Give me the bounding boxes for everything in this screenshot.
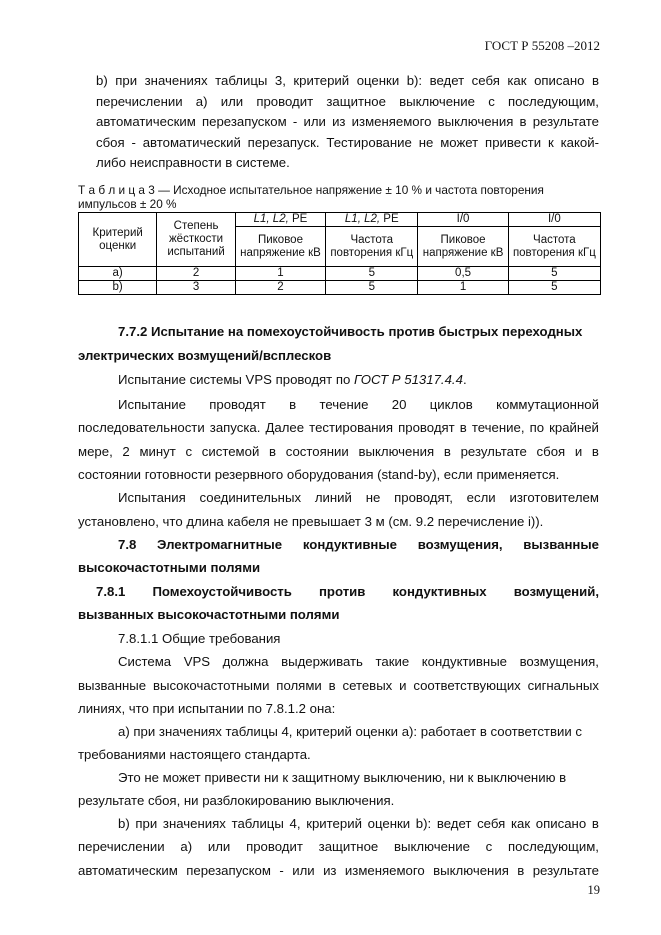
word: защитное <box>326 93 386 109</box>
table-cell: а) <box>79 267 157 281</box>
word: запуска. <box>209 420 261 436</box>
word: 7.8.1 <box>96 584 126 599</box>
word: против <box>318 584 366 599</box>
table-cell: 5 <box>326 281 418 295</box>
word: последующим, <box>507 93 599 109</box>
word: изготовителем <box>509 490 599 505</box>
word: критерий <box>306 816 362 831</box>
word: описано <box>535 816 587 831</box>
table-caption-line: Т а б л и ц а 3 — Исходное испытательное напряжение ± 10 % и частота повторения <box>78 183 544 197</box>
word: а) <box>180 839 193 855</box>
table-cell: 1 <box>235 267 325 281</box>
paragraph-line: Это не может привести ни к защитному выключению, ни к выключению в <box>118 770 567 785</box>
table-row <box>79 281 601 295</box>
header-degree: Степень жёсткости испытаний <box>157 213 236 267</box>
word: Система <box>118 654 172 669</box>
word: перезапуск. <box>247 134 320 150</box>
header-group-2: L1, L2, PE <box>326 213 418 227</box>
word: с <box>485 839 493 855</box>
word: Испытание <box>118 397 186 412</box>
word: изменяемого <box>344 862 425 878</box>
paragraph-line: линиях, что при испытании по 7.8.1.2 она: <box>78 701 336 716</box>
text-span: . <box>462 372 467 387</box>
word: мере, <box>78 443 113 459</box>
document-number: ГОСТ Р 55208 –2012 <box>484 38 600 53</box>
word: b) <box>118 816 130 831</box>
section-heading: вызванных высокочастотными полями <box>78 607 340 622</box>
table-3 <box>78 212 601 295</box>
word: полями <box>276 677 322 693</box>
word: проводят, <box>394 490 453 505</box>
word: при <box>115 73 138 88</box>
word: описано <box>534 73 585 88</box>
word: тестирования <box>309 420 394 436</box>
word: соединительных <box>199 490 302 505</box>
word: последующим, <box>508 839 599 855</box>
word: перечислении <box>78 839 165 855</box>
paragraph-line <box>78 416 599 440</box>
paragraph-line: состоянии готовности резервного оборудования (stand-by), если применяется. <box>78 467 560 482</box>
header-rep-freq: Частота повторения кГц <box>326 227 418 267</box>
word: проводят <box>398 420 455 436</box>
table-caption <box>78 183 544 211</box>
page-number: 19 <box>587 883 600 897</box>
paragraph-line <box>78 859 599 883</box>
word: не <box>418 134 434 150</box>
word: высокочастотными <box>152 677 270 693</box>
word: должна <box>222 654 269 669</box>
word: в <box>443 443 451 459</box>
word: критерий <box>293 73 350 88</box>
section-heading: 7.7.2 Испытание на помехоустойчивость против быстрых переходных <box>118 324 583 339</box>
word: последовательности <box>78 420 205 436</box>
word: выключения <box>358 443 435 459</box>
word: - <box>292 114 298 129</box>
word: по <box>529 420 545 436</box>
word: b) <box>96 73 108 88</box>
word: выключения <box>437 114 514 129</box>
word: какой- <box>560 134 599 150</box>
table-cell: 1 <box>418 281 508 295</box>
word: возмущений, <box>513 584 599 599</box>
table-cell: 5 <box>508 281 600 295</box>
word: сетевых <box>342 677 393 693</box>
word: в <box>517 862 525 878</box>
word: состоянии <box>285 443 349 459</box>
subsection-heading: 7.8.1.1 Общие требования <box>118 631 281 646</box>
word: изменяемого <box>351 114 432 129</box>
header-peak-voltage: Пиковое напряжение кВ <box>235 227 325 267</box>
paragraph-line <box>78 440 599 464</box>
word: сбоя <box>96 134 125 150</box>
table-cell: b) <box>79 281 157 295</box>
header-group-4: I/0 <box>508 213 600 227</box>
header-group-3: I/0 <box>418 213 508 227</box>
word: из <box>332 114 346 129</box>
word: - <box>131 134 136 150</box>
word: перезапуском <box>201 114 287 129</box>
table-cell: 0,5 <box>418 267 508 281</box>
word: как <box>507 73 527 88</box>
word: течение <box>319 397 369 412</box>
word: кондуктивных <box>392 584 487 599</box>
word: автоматическим <box>78 862 178 878</box>
word: с <box>185 443 193 459</box>
table-caption-line: импульсов ± 20 % <box>78 197 177 211</box>
paragraph-line: результате сбоя, ни разблокированию выключения. <box>78 793 395 808</box>
word: возмущения, <box>519 654 599 669</box>
word: в <box>519 114 527 129</box>
paragraph-line <box>118 393 599 417</box>
table-row <box>79 267 601 281</box>
word: кондуктивные <box>302 537 397 552</box>
word: линий <box>314 490 352 505</box>
word: или <box>292 862 315 878</box>
word: в <box>591 73 599 88</box>
table-cell: 5 <box>326 267 418 281</box>
word: в <box>591 816 599 831</box>
word: привести <box>485 134 542 150</box>
word: b): <box>415 816 432 831</box>
word: и <box>399 677 407 693</box>
paragraph-line <box>118 650 599 674</box>
word: минут <box>139 443 176 459</box>
word: такие <box>375 654 410 669</box>
paragraph-line <box>78 674 599 698</box>
word: сбоя <box>536 443 566 459</box>
word: оценки <box>356 73 400 88</box>
word: в <box>459 420 467 436</box>
word: 3, <box>274 73 286 88</box>
section-heading: электрических возмущений/всплесков <box>78 348 332 363</box>
section-heading: высокочастотными полями <box>78 560 261 575</box>
word: системой <box>201 443 260 459</box>
paragraph-line <box>118 812 599 836</box>
paragraph-line <box>118 486 599 510</box>
word: как <box>510 816 531 831</box>
word: таблицы <box>231 816 284 831</box>
paragraph-line: установлено, что длина кабеля не превышает 3 м (см. 9.2 перечисление i)). <box>78 514 544 529</box>
heading-line <box>118 533 599 557</box>
word: автоматическим <box>96 114 196 129</box>
word: 4, <box>289 816 301 831</box>
word: или <box>220 93 244 109</box>
word: в <box>328 677 336 693</box>
word: коммутационной <box>496 397 599 412</box>
word: b): <box>406 73 423 88</box>
word: кондуктивные <box>421 654 508 669</box>
word: защитное <box>318 839 379 855</box>
word: течение, <box>471 420 525 436</box>
word: если <box>466 490 496 505</box>
word: 7.8 <box>118 537 137 552</box>
word: - <box>279 862 284 878</box>
standard-reference: ГОСТ Р 51317.4.4 <box>354 372 463 387</box>
header-criterion: Критерий оценки <box>79 213 157 267</box>
word: и <box>574 443 583 459</box>
paragraph <box>118 368 467 392</box>
word: 20 <box>391 397 407 412</box>
paragraph-line: либо неисправности в системе. <box>96 155 290 170</box>
word: VPS <box>183 654 211 669</box>
word: может <box>440 134 479 150</box>
table-cell: 3 <box>157 281 236 295</box>
word: значениях <box>144 73 208 88</box>
word: не <box>365 490 381 505</box>
word: проводят <box>209 397 266 412</box>
word: выключения <box>433 862 509 878</box>
word: проводит <box>256 93 314 109</box>
header-group-1: L1, L2, PE <box>235 213 325 227</box>
word: Электромагнитные <box>157 537 283 552</box>
word: вызванные <box>78 677 147 693</box>
word: циклов <box>429 397 473 412</box>
word: выключение <box>394 839 470 855</box>
word: результате <box>532 114 599 129</box>
table-cell: 5 <box>508 267 600 281</box>
word: при <box>135 816 158 831</box>
word: себя <box>477 816 506 831</box>
word: проводит <box>246 839 303 855</box>
word: значениях <box>162 816 226 831</box>
word: выдерживать <box>281 654 363 669</box>
word: автоматический <box>142 134 241 150</box>
word: крайней <box>549 420 599 436</box>
header-rep-freq: Частота повторения кГц <box>508 227 600 267</box>
word: перезапуском <box>186 862 271 878</box>
header-peak-voltage: Пиковое напряжение кВ <box>418 227 508 267</box>
word: в <box>269 443 277 459</box>
word: или <box>207 839 231 855</box>
word: выключение <box>399 93 476 109</box>
word: Помехоустойчивость <box>152 584 292 599</box>
paragraph-line <box>78 835 599 859</box>
word: ведет <box>429 73 465 88</box>
heading-line <box>96 580 599 604</box>
word: в <box>289 397 297 412</box>
word: возмущения, <box>417 537 503 552</box>
word: таблицы <box>215 73 268 88</box>
word: а) <box>195 93 208 109</box>
word: 2 <box>122 443 130 459</box>
table-cell: 2 <box>157 267 236 281</box>
word: в <box>591 443 599 459</box>
text-span: Испытание системы VPS проводят по <box>118 372 354 387</box>
word: вызванные <box>523 537 599 552</box>
paragraph-line: а) при значениях таблицы 4, критерий оценки а): работает в соответствии с <box>118 724 582 739</box>
word: результате <box>532 862 599 878</box>
table-cell: 2 <box>235 281 325 295</box>
word: перечислении <box>96 93 183 109</box>
word: результате <box>460 443 527 459</box>
word: из <box>323 862 337 878</box>
word: к <box>547 134 554 150</box>
word: сигнальных <box>527 677 599 693</box>
word: себя <box>471 73 500 88</box>
word: или <box>303 114 326 129</box>
word: оценки <box>367 816 411 831</box>
paragraph-line: требованиями настоящего стандарта. <box>78 747 311 762</box>
word: с <box>488 93 495 109</box>
word: Испытания <box>118 490 186 505</box>
word: соответствующих <box>413 677 521 693</box>
word: ведет <box>436 816 472 831</box>
word: Далее <box>265 420 305 436</box>
word: Тестирование <box>326 134 412 150</box>
